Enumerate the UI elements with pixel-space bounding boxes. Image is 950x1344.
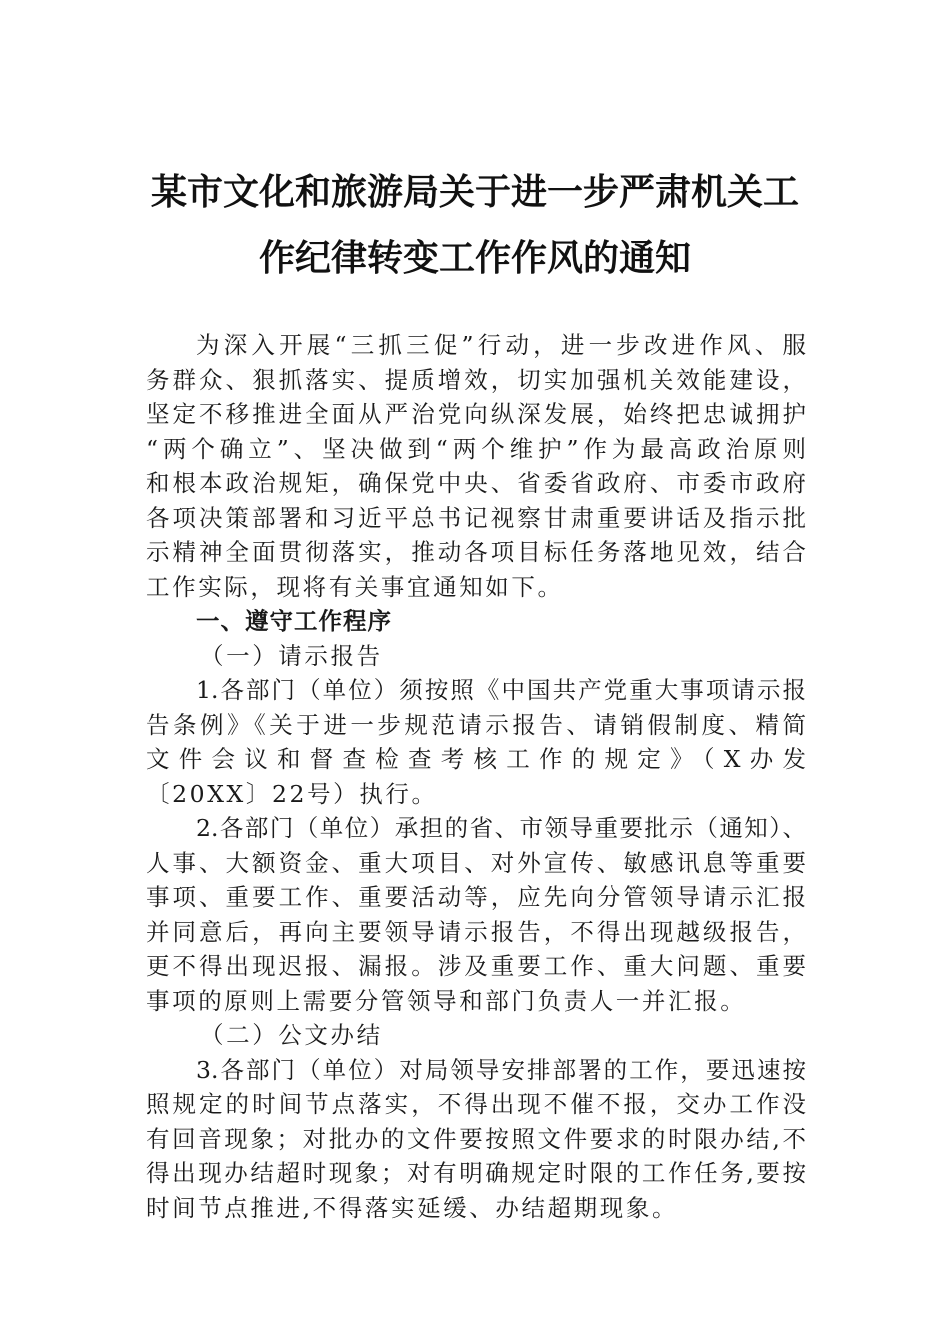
- body-line: 坚定不移推进全面从严治党向纵深发展，始终把忠诚拥护: [146, 400, 806, 428]
- body-line: 事项、重要工作、重要活动等，应先向分管领导请示汇报: [146, 883, 806, 911]
- body-line: 告条例》《关于进一步规范请示报告、请销假制度、精简: [146, 711, 806, 739]
- body-line: 时间节点推进,不得落实延缓、办结超期现象。: [146, 1194, 679, 1222]
- body-line: 3.各部门（单位）对局领导安排部署的工作，要迅速按: [196, 1056, 806, 1084]
- body-line: 工作实际，现将有关事宜通知如下。: [146, 573, 564, 601]
- body-line: 示精神全面贯彻落实，推动各项目标任务落地见效，结合: [146, 538, 806, 566]
- body-line: 更不得出现迟报、漏报。涉及重要工作、重大问题、重要: [146, 952, 806, 980]
- document-title-line-1: 某市文化和旅游局关于进一步严肃机关工: [150, 171, 799, 213]
- body-line: 文件会议和督查检查考核工作的规定》（X办发: [146, 745, 806, 773]
- subsection-heading: （二）公文办结: [200, 1021, 383, 1049]
- body-line: 〔20XX〕22号）执行。: [146, 780, 438, 808]
- body-line: 和根本政治规矩，确保党中央、省委省政府、市委市政府: [146, 469, 806, 497]
- body-line: 有回音现象；对批办的文件要按照文件要求的时限办结,不: [146, 1125, 806, 1153]
- subsection-heading: （一）请示报告: [200, 642, 383, 670]
- body-line: 照规定的时间节点落实，不得出现不催不报，交办工作没: [146, 1090, 806, 1118]
- document-title-line-2: 作纪律转变工作作风的通知: [258, 237, 691, 279]
- body-line: 得出现办结超时现象；对有明确规定时限的工作任务,要按: [146, 1159, 806, 1187]
- body-line: “两个确立”、坚决做到“两个维护”作为最高政治原则: [146, 435, 806, 463]
- body-line: 事项的原则上需要分管领导和部门负责人一并汇报。: [146, 987, 747, 1015]
- body-line: 2.各部门（单位）承担的省、市领导重要批示（通知）、: [196, 814, 806, 842]
- body-line: 并同意后，再向主要领导请示报告，不得出现越级报告，: [146, 918, 806, 946]
- body-line: 人事、大额资金、重大项目、对外宣传、敏感讯息等重要: [146, 849, 806, 877]
- body-line: 为深入开展“三抓三促”行动，进一步改进作风、服: [196, 331, 806, 359]
- section-heading: 一、遵守工作程序: [196, 607, 392, 635]
- body-line: 1.各部门（单位）须按照《中国共产党重大事项请示报: [196, 676, 806, 704]
- body-line: 各项决策部署和习近平总书记视察甘肃重要讲话及指示批: [146, 504, 806, 532]
- body-line: 务群众、狠抓落实、提质增效，切实加强机关效能建设，: [146, 366, 806, 394]
